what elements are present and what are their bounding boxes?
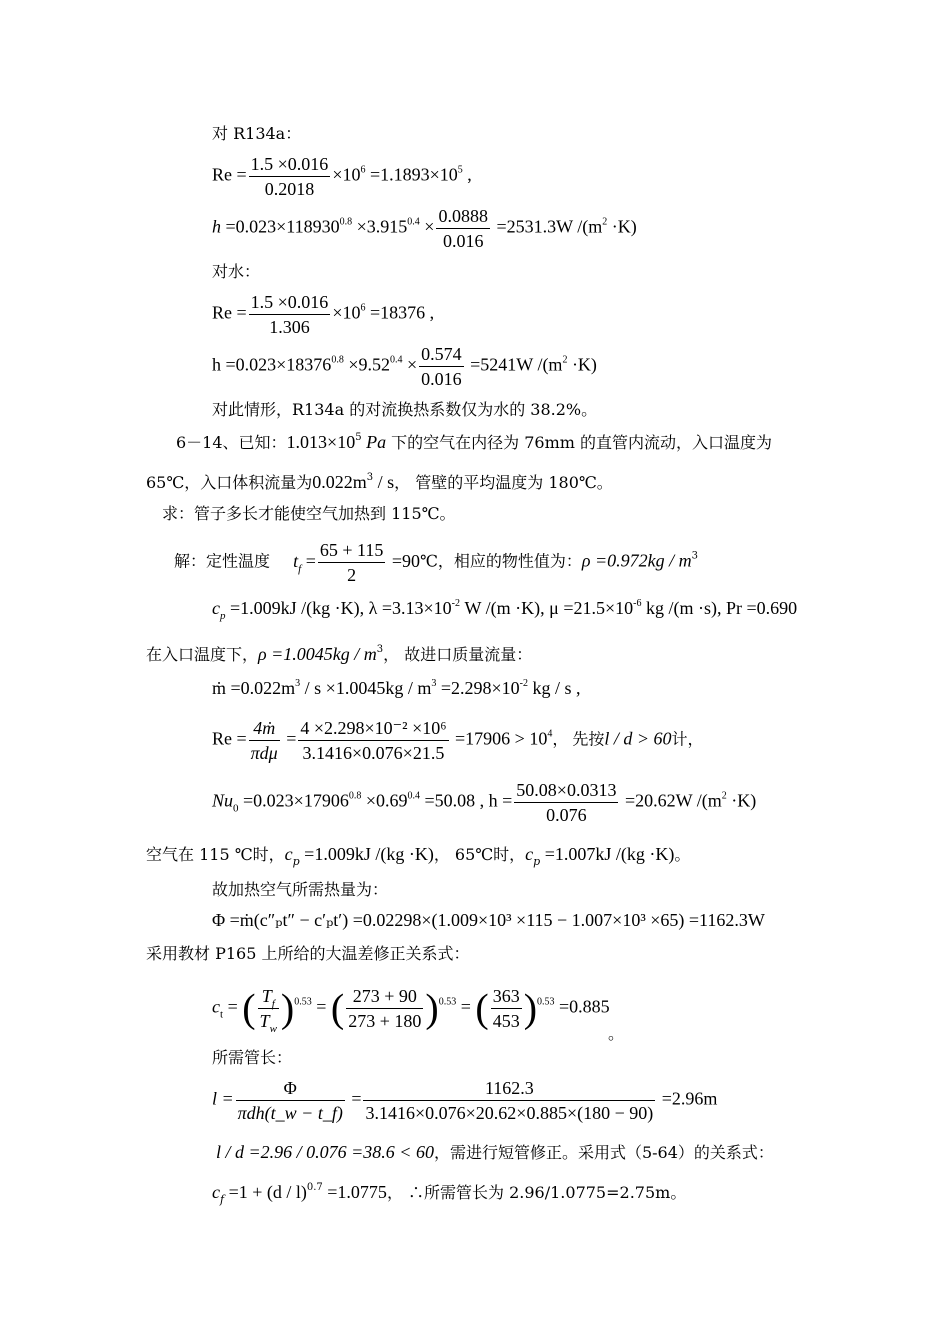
r134a-re-fraction: $\frac{1.5 \times 0.016}{0.2018}$ bbox=[250, 154, 329, 199]
r134a-reynolds-equation: Re = $\frac{1.5 \times 0.016}{0.2018}$ $\times 10^6 =1.1893\times 10^5$ , bbox=[212, 154, 472, 199]
l-fraction-2: $\frac{1162.3}{3.1416\times 0.076\times 20.62\times 0.885\times(180 - 90)}$ bbox=[365, 1078, 654, 1123]
inlet-density-line: 在入口温度下，$\rho =1.0045kg / m^3$， 故进口质量流量： bbox=[146, 644, 533, 664]
solution-qualitative-temperature: 解：定性温度 $t_f$ = $\frac{65 + 115}{2}$ =90℃，相应的物性值为：$\rho =0.972kg / m^3$ bbox=[174, 540, 699, 585]
tf-fraction: $\frac{65 + 115}{2}$ bbox=[319, 540, 384, 585]
r134a-label: 对 R134a： bbox=[212, 124, 302, 143]
correction-label: 采用教材 P165 上所给的大温差修正关系式： bbox=[146, 944, 470, 963]
l-fraction-1: $\frac{\Phi}{\text{πdh(t\_w − t\_f)}}$ bbox=[237, 1078, 343, 1123]
water-h-fraction: $\frac{0.574}{0.016}$ bbox=[421, 344, 462, 389]
heat-equation: Φ =ṁ(c″ₚt″ − c′ₚt′) =0.02298×(1.009×10³ ×115 − 1.007×10³ ×65) =1162.3W bbox=[212, 910, 765, 930]
water-h-equation: $h =0.023\times 18376^{0.8} \times 9.52^{0.4}$ × $\frac{0.574}{0.016}$ =5241W $/(m^2 \cdot K)$ bbox=[212, 344, 597, 389]
r134a-h-equation: $h =0.023\times 118930^{0.8} \times 3.915^{0.4}$ × $\frac{0.0888}{0.016}$ =2531.3W $/(m^2 \cdot K)$ bbox=[212, 206, 637, 251]
problem-6-14-given-line1: 6－14、已知：$1.013\times 10^5$ Pa 下的空气在内径为 76mm 的直管内流动，入口温度为 bbox=[176, 432, 773, 452]
re-fraction-1: $\frac{\text{4ṁ}}{\text{πdμ}}$ bbox=[250, 718, 278, 763]
ct-period: 。 bbox=[608, 1024, 625, 1043]
temperature-correction-equation: $c_t$ = ( $\frac{T_f}{T_w}$ )$^{0.53}$ = ( $\frac{273 + 90}{273 + 180}$ )$^{0.53}$ = ( $\frac{363}{453}$ )$^{0.53}$ =0.885 bbox=[212, 985, 610, 1035]
comparison-statement: 对此情形，R134a 的对流换热系数仅为水的 38.2%。 bbox=[212, 400, 598, 419]
problem-6-14-question: 求：管子多长才能使空气加热到 115℃。 bbox=[162, 504, 456, 523]
r134a-h-fraction: $\frac{0.0888}{0.016}$ bbox=[438, 206, 488, 251]
h-fraction: $\frac{50.08\times 0.0313}{0.076}$ bbox=[516, 780, 617, 825]
water-re-fraction: $\frac{1.5 \times 0.016}{1.306}$ bbox=[250, 292, 329, 337]
ct-fraction-3: $\frac{363}{453}$ bbox=[492, 986, 520, 1031]
water-reynolds-equation: Re = $\frac{1.5 \times 0.016}{1.306}$ $\times 10^6 =18376$ , bbox=[212, 292, 435, 337]
nusselt-equation: $Nu_0 =0.023\times 17906^{0.8} \times 0.69^{0.4} =50.08$ , h = $\frac{50.08\times 0.0313}{0.076}$ =20.62W $/(m^2 \cdot K)$ bbox=[212, 780, 757, 825]
ct-fraction-1: $\frac{T_f}{T_w}$ bbox=[259, 986, 277, 1035]
length-ratio-line: l / d =2.96 / 0.076 =38.6 < 60，需进行短管修正。采用式（5-64）的关系式： bbox=[216, 1142, 774, 1162]
water-label: 对水： bbox=[212, 262, 261, 281]
length-equation: l = $\frac{\Phi}{\text{πdh(t\_w − t\_f)}}$ = $\frac{1162.3}{3.1416\times 0.076\times 20.62\times 0.885\times(180 - 90)}$ =2.96m bbox=[212, 1078, 718, 1123]
problem-6-14-given-line2: 65℃，入口体积流量为$0.022m^3$ / s， 管壁的平均温度为 180℃。 bbox=[146, 472, 613, 492]
required-length-label: 所需管长： bbox=[212, 1048, 293, 1067]
short-tube-correction-line: $c_f =1 + (d / l)^{0.7} =1.0775$， ∴所需管长为 2.96/1.0775=2.75m。 bbox=[212, 1182, 687, 1206]
specific-heat-line: 空气在 115 ℃时，$c_p =1.009kJ$ /(kg ·K)， 65℃时，$c_p =1.007kJ$ /(kg ·K)。 bbox=[146, 844, 691, 868]
air-reynolds-equation: Re = $\frac{\text{4ṁ}}{\text{πdμ}}$ = $\frac{\text{4 ×2.298×10⁻² ×10⁶}}{3.1416\times 0.076\times 21.5}$ $=17906 > 10^4$， 先按l / d > 60计， bbox=[212, 718, 704, 763]
ct-fraction-2: $\frac{273 + 90}{273 + 180}$ bbox=[348, 986, 422, 1031]
mass-flow-equation: ṁ $=0.022m^3 / s \times 1.0045kg / m^3 =2.298\times 10^{-2}$ kg / s , bbox=[212, 678, 581, 698]
heat-required-label: 故加热空气所需热量为： bbox=[212, 880, 389, 899]
air-properties-equation: $c_p =1.009kJ$ /(kg ·K), $\lambda =3.13\times 10^{-2}$ W /(m ·K), $\mu =21.5\times 10^{-6}$ kg /(m ·s), Pr =0.690 bbox=[212, 598, 798, 622]
re-fraction-2: $\frac{\text{4 ×2.298×10⁻² ×10⁶}}{3.1416\times 0.076\times 21.5}$ bbox=[300, 718, 447, 763]
